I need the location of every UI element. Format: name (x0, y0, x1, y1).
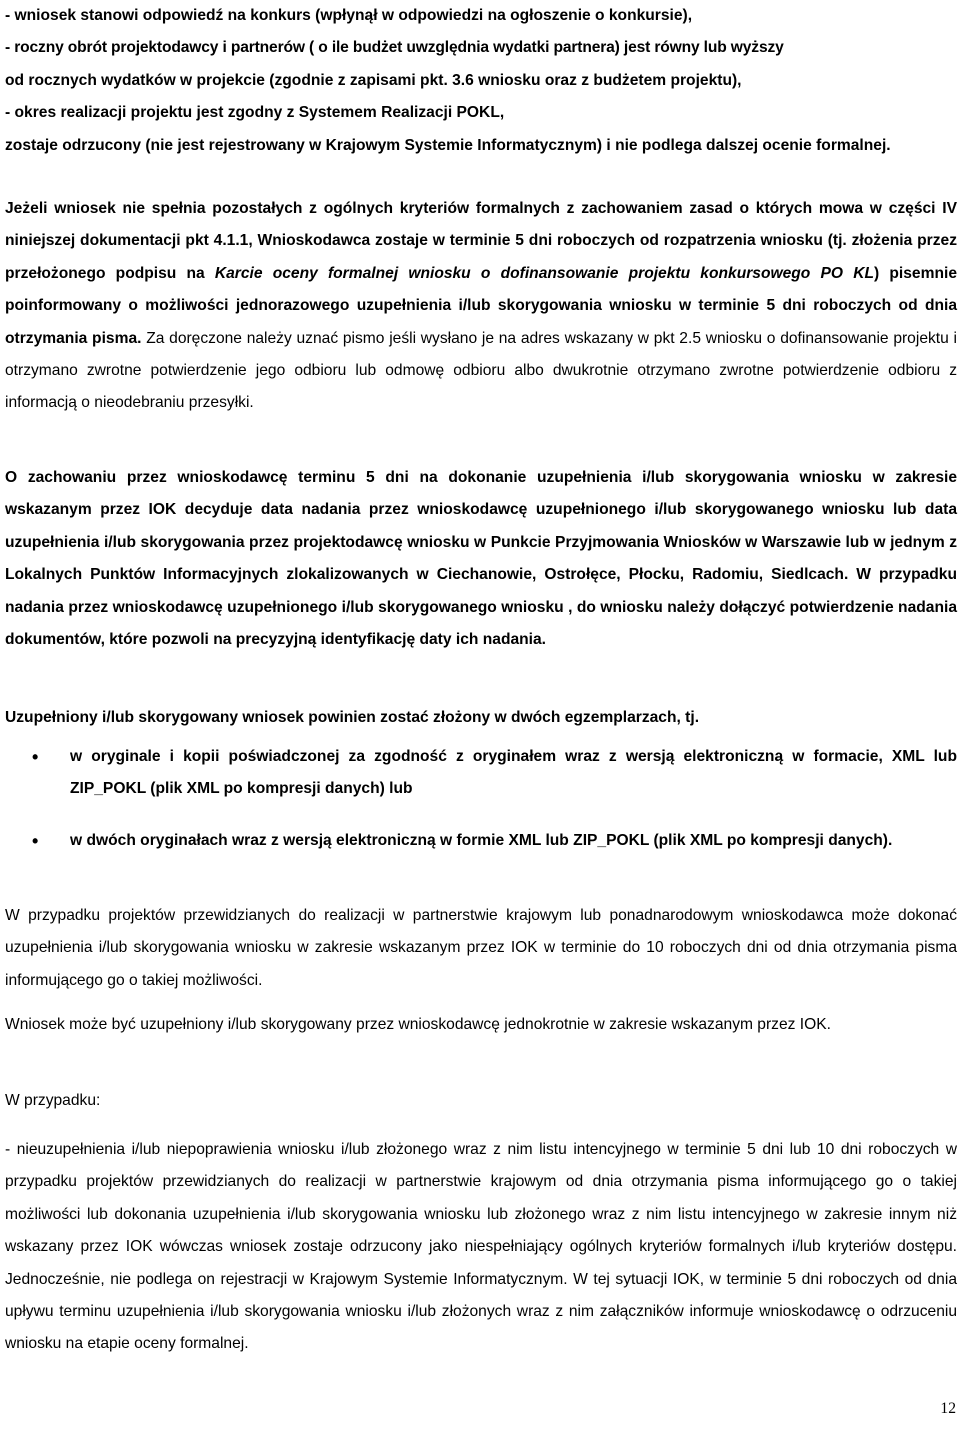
criteria-block (5, 0, 957, 162)
page-number: 12 (940, 1400, 956, 1417)
paragraph-rejection-case: - nieuzupełnienia i/lub niepoprawienia wniosku i/lub złożonego wraz z nim listu intencyjnego w terminie 5 dni lub 10 dni roboczych w przypadku projektów przewidzianych do realizacji w partnerstwie krajowym od dnia otrzymania pisma informującego go o takiej możliwości lub dokonania uzupełnienia i/lub skorygowania wniosku lub złożonego wraz z nim listu intencyjnego w zakresie innym niż wskazany przez IOK wówczas wniosek zostaje odrzucony jako niespełniający ogólnych kryteriów formalnych i/lub kryteriów dostępu. Jednocześnie, nie podlega on rejestracji w Krajowym Systemie Informatycznym. W tej sytuacji IOK, w terminie 5 dni roboczych od dnia upływu terminu uzupełnienia i/lub skorygowania wniosku i/lub złożonych wraz z nim załączników informuje wnioskodawcę o odrzuceniu wniosku na etapie oceny formalnej. (5, 1141, 957, 1353)
bullet-item-original-and-copy: • w oryginale i kopii poświadczonej za zgodność z oryginałem wraz z wersją elektroniczną w formacie, XML lub ZIP_POKL (plik XML po kompresji danych) lub (5, 741, 957, 806)
paragraph-copies-intro: Uzupełniony i/lub skorygowany wniosek powinien zostać złożony w dwóch egzemplarzach, tj. (5, 709, 700, 726)
criterion-line-3: od rocznych wydatków w projekcie (zgodnie z zapisami pkt. 3.6 wniosku oraz z budżetem projektu), (5, 71, 742, 89)
criterion-line-1: - wniosek stanowi odpowiedź na konkurs (wpłynął w odpowiedzi na ogłoszenie o konkursie), (5, 7, 693, 24)
paragraph-partnership-deadline: W przypadku projektów przewidzianych do realizacji w partnerstwie krajowym lub ponadnarodowym wnioskodawca może dokonać uzupełnienia i/lub skorygowania wniosku w zakresie wskazanym przez IOK w terminie do 10 roboczych dni od dnia otrzymania pisma informującego go o takiej możliwości. (5, 907, 957, 989)
criterion-line-2: - roczny obrót projektodawcy i partnerów ( o ile budżet uwzględnia wydatki partnera) jest równy lub wyższy (5, 39, 784, 57)
paragraph-case-heading: W przypadku: (5, 1092, 101, 1109)
bullet-item-two-originals: • w dwóch oryginałach wraz z wersją elektroniczną w formie XML lub ZIP_POKL (plik XML po kompresji danych). (5, 825, 957, 857)
copies-bullet-list (5, 741, 957, 857)
criterion-line-4: - okres realizacji projektu jest zgodny z Systemem Realizacji POKL, (5, 104, 505, 122)
paragraph-deadline-rules: O zachowaniu przez wnioskodawcę terminu 5 dni na dokonanie uzupełnienia i/lub skorygowania wniosku w zakresie wskazanym przez IOK decyduje data nadania przez wnioskodawcę uzupełnionego i/lub skorygowanego wniosku lub data uzupełnienia i/lub skorygowania przez projektodawcę wniosku w Punkcie Przyjmowania Wniosków w Warszawie lub w jednym z Lokalnych Punktów Informacyjnych zlokalizowanych w Ciechanowie, Ostrołęce, Płocku, Radomiu, Siedlcach. W przypadku nadania przez wnioskodawcę uzupełnionego i/lub skorygowanego wniosku , do wniosku należy dołączyć potwierdzenie nadania dokumentów, które pozwoli na precyzyjną identyfikację daty ich nadania. (5, 469, 957, 649)
rejection-statement: zostaje odrzucony (nie jest rejestrowany w Krajowym Systemie Informatycznym) i nie podlega dalszej ocenie formalnej. (5, 136, 891, 154)
evaluation-card-title: Karcie oceny formalnej wniosku o dofinansowanie projektu konkursowego PO KL (214, 264, 875, 282)
paragraph-supplement-notice (5, 193, 957, 420)
supplement-notice-bold-mid: ) pisemnie poinformowany o możliwości jednorazowego uzupełnienia i/lub skorygowania wniosku w terminie 5 dni roboczych od dnia otrzymania pisma. (5, 264, 957, 347)
paragraph-single-correction: Wniosek może być uzupełniony i/lub skorygowany przez wnioskodawcę jednokrotnie w zakresie wskazanym przez IOK. (5, 1016, 831, 1033)
supplement-notice-bold-start: Jeżeli wniosek nie spełnia pozostałych z ogólnych kryteriów formalnych z zachowaniem zasad o których mowa w części IV niniejszej dokumentacji pkt 4.1.1, Wnioskodawca zostaje w terminie 5 dni roboczych od rozpatrzenia wniosku (tj. złożenia przez przełożonego podpisu na (5, 200, 957, 282)
supplement-notice-delivery: Za doręczone należy uznać pismo jeśli wysłano je na adres wskazany w pkt 2.5 wniosku o dofinansowanie projektu i otrzymano zwrotne potwierdzenie jego odbioru lub odmowę odbioru albo dwukrotnie otrzymano zwrotne potwierdzenie odbioru z informacją o nieodebraniu przesyłki. (5, 329, 957, 412)
